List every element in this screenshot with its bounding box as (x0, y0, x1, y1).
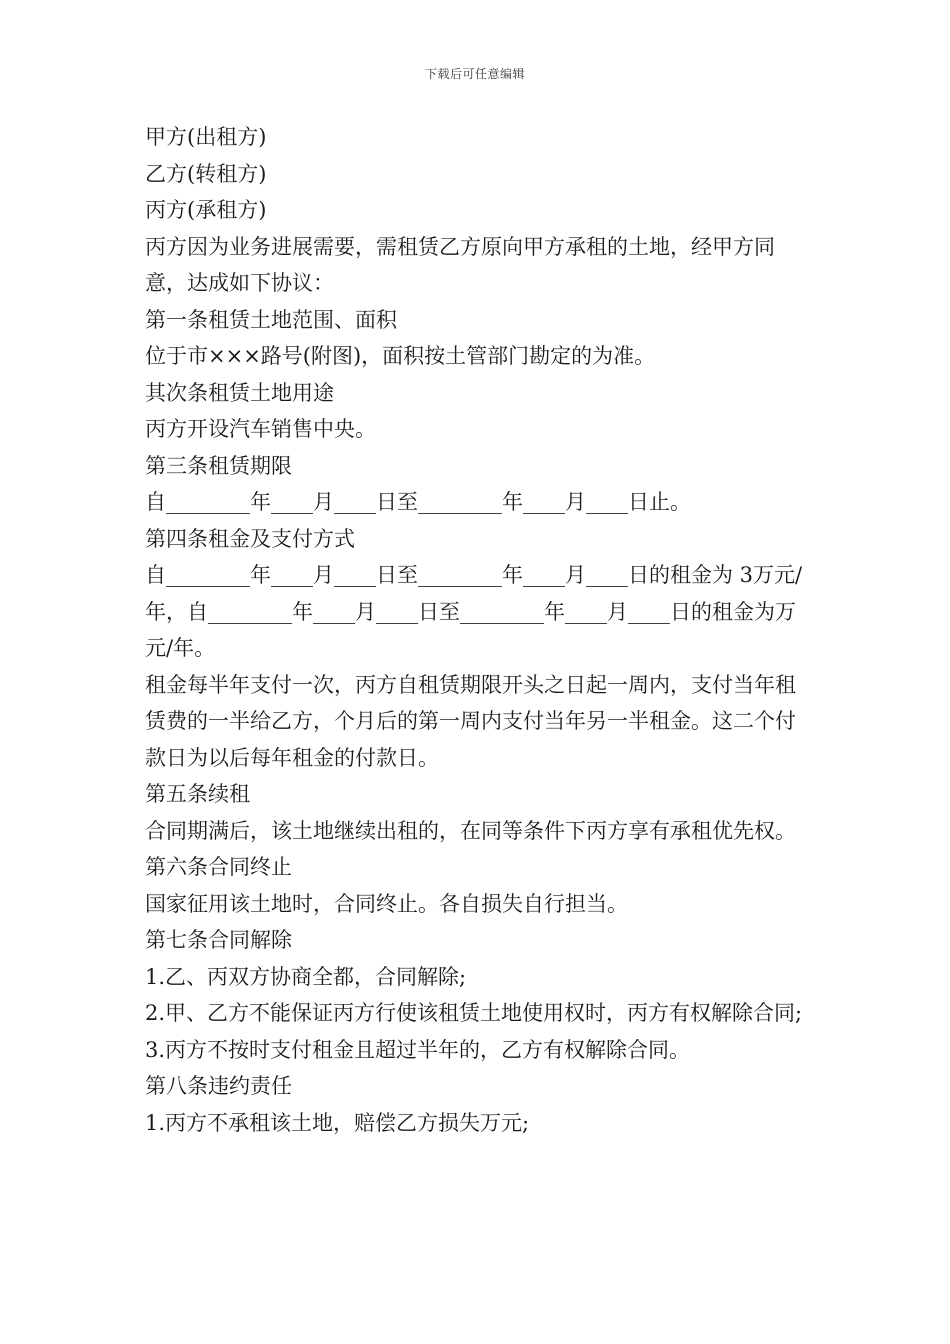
article-4-rent-text: 自________年____月____日至________年____月____日的租金为 3万元/年，自________年____月____日至________年____月____日的租金为万元/年。 (145, 563, 803, 660)
article-6-text: 国家征用该土地时，合同终止。各自损失自行担当。 (145, 891, 628, 916)
article-7-item-1: 1.乙、丙双方协商全都，合同解除; (145, 964, 467, 989)
article-4-heading: 第四条租金及支付方式 (145, 526, 355, 551)
article-8-item-1: 1.丙方不承租该土地，赔偿乙方损失万元; (145, 1110, 530, 1135)
article-1-text: 位于市×××路号(附图)，面积按土管部门勘定的为准。 (145, 344, 656, 368)
article-7-item-2: 2.甲、乙方不能保证丙方行使该租赁土地使用权时，丙方有权解除合同; (145, 1001, 803, 1025)
article-7-heading: 第七条合同解除 (145, 928, 292, 952)
page-header: 下载后可任意编辑 (424, 67, 525, 81)
party-a-line: 甲方(出租方) (145, 125, 267, 149)
article-1-heading: 第一条租赁土地范围、面积 (145, 307, 397, 332)
article-8-heading: 第八条违约责任 (145, 1074, 292, 1098)
article-7-item-3: 3.丙方不按时支付租金且超过半年的，乙方有权解除合同。 (145, 1037, 691, 1062)
party-b-line: 乙方(转租方) (145, 161, 267, 186)
article-6-heading: 第六条合同终止 (145, 855, 292, 879)
article-5-heading: 第五条续租 (145, 782, 250, 806)
article-2-heading: 其次条租赁土地用途 (145, 380, 334, 405)
document-body (145, 119, 813, 1141)
party-c-line: 丙方(承租方) (145, 198, 267, 222)
article-4-payment-text: 租金每半年支付一次，丙方自租赁期限开头之日起一周内，支付当年租赁费的一半给乙方，个月后的第一周内支付当年另一半租金。这二个付款日为以后每年租金的付款日。 (145, 672, 796, 770)
article-3-heading: 第三条租赁期限 (145, 453, 292, 478)
preamble-paragraph: 丙方因为业务进展需要，需租赁乙方原向甲方承租的土地，经甲方同意，达成如下协议： (145, 234, 775, 295)
article-5-text: 合同期满后，该土地继续出租的，在同等条件下丙方享有承租优先权。 (145, 818, 796, 843)
article-3-text: 自________年____月____日至________年____月____日止。 (145, 490, 691, 514)
article-2-text: 丙方开设汽车销售中央。 (145, 417, 376, 441)
